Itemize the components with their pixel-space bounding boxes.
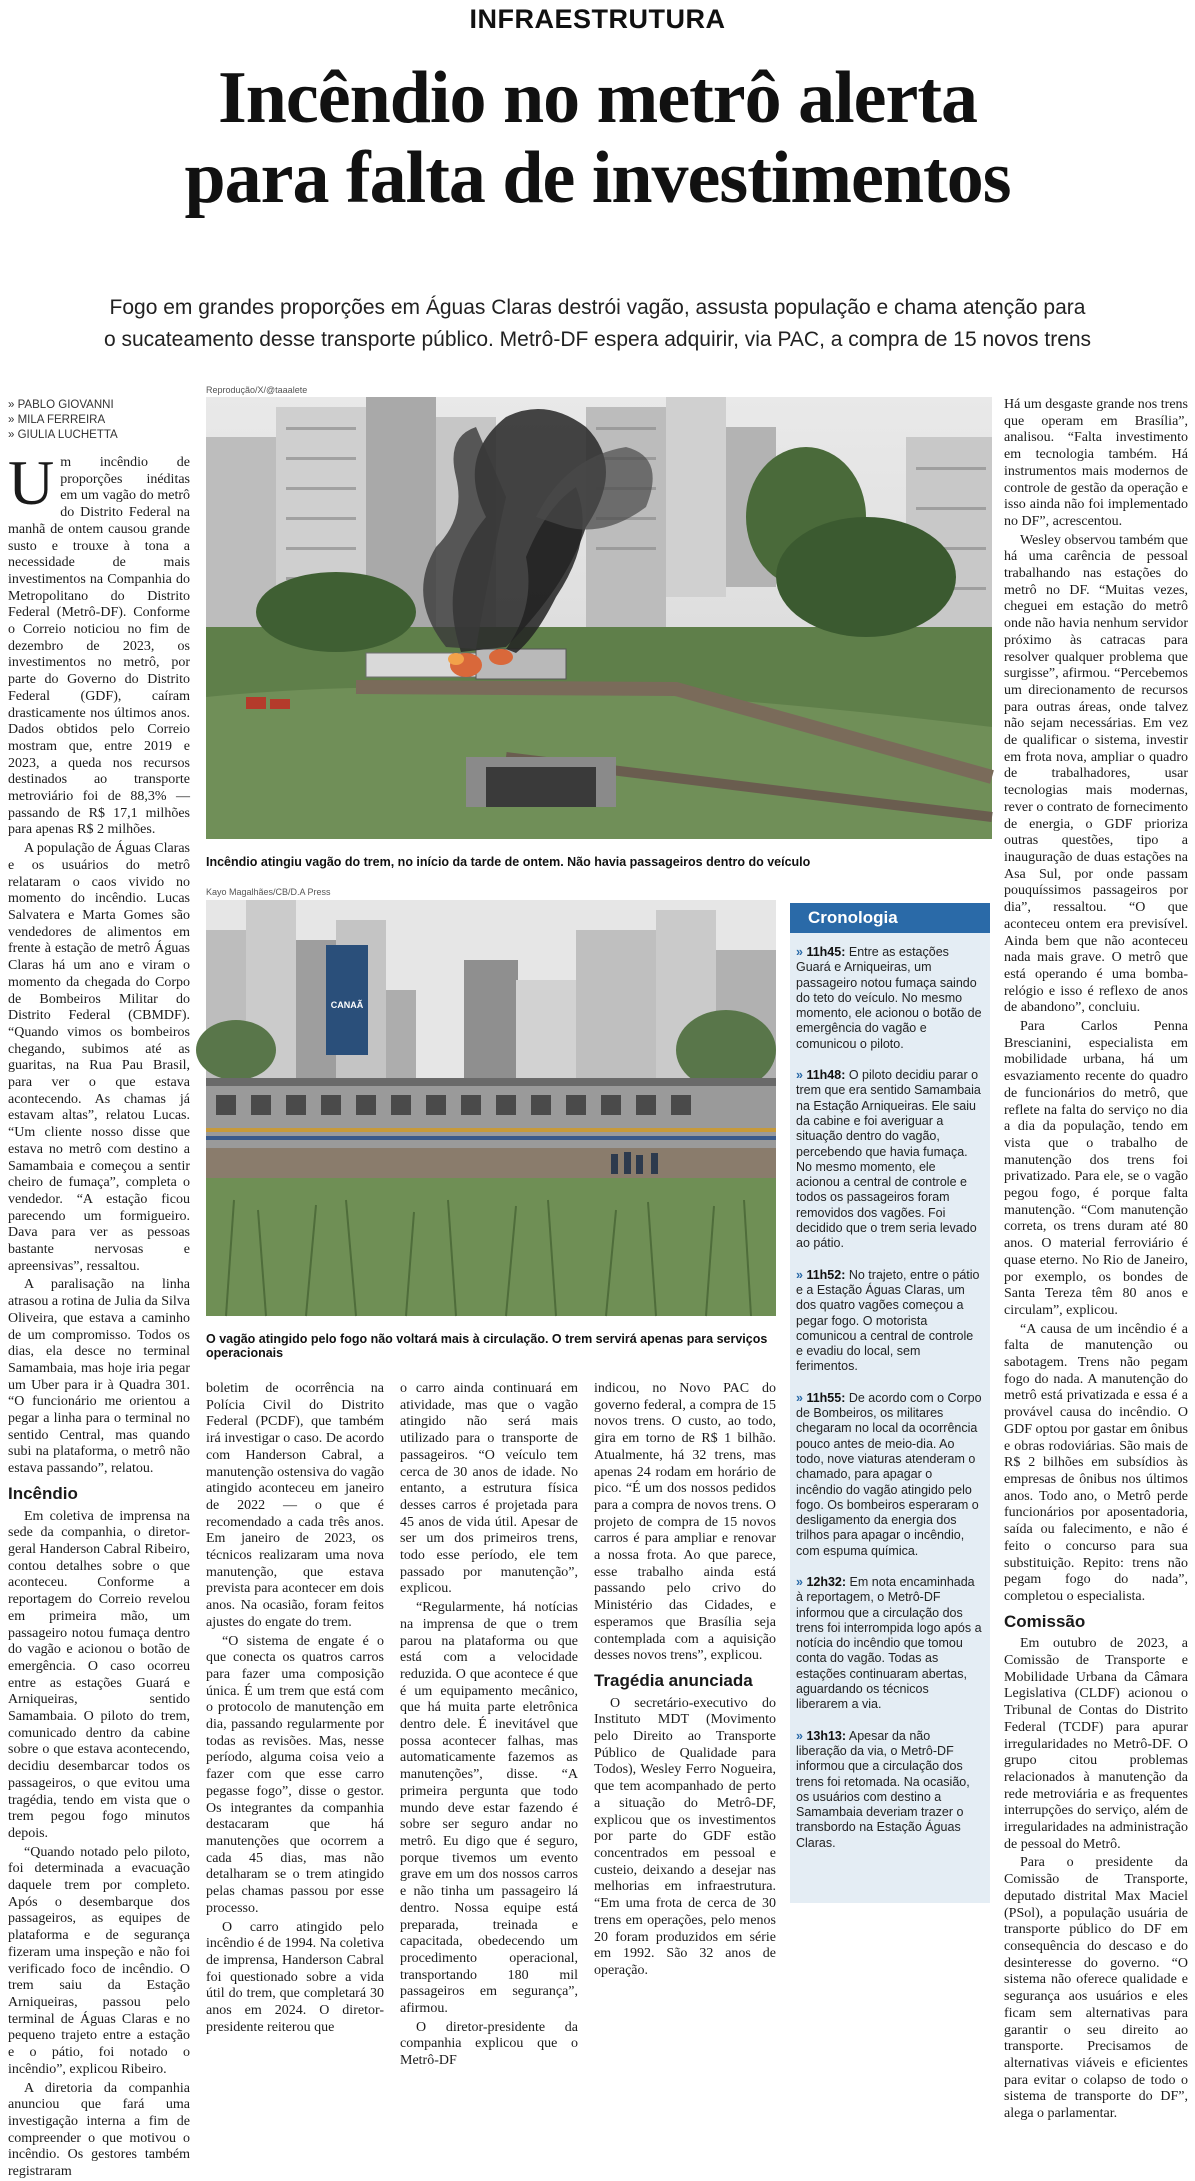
photo-credit-1: Reprodução/X/@taaalete	[206, 385, 308, 395]
paragraph: indicou, no Novo PAC do governo federal, a compra de 15 novos trens. O custo, ao todo, gira em torno de R$ 1 bilhão. Atualmente, há 32 trens, mas apenas 24 rodam em horário de pico. “É um dos nossos pedidos para a compra de novos trens. O projeto de compra de 15 novos carros é para ampliar e renovar a nossa frota. Ao que parece, esse trabalho ainda está passando pelo crivo do Ministério das Cidades, e esperamos que Brasília seja contemplada com a aquisição desses novos trens”, explicou.	[594, 1381, 776, 1664]
chronology-time: 11h48	[806, 1068, 842, 1083]
column-4	[594, 1381, 776, 1978]
chronology-title: Cronologia	[790, 903, 990, 933]
paragraph: “Quando notado pelo piloto, foi determinada a evacuação daquele trem por completo. Após o desembarque dos passageiros, as equipes de plataforma e de segurança fizeram uma inspeção e não foi verificado foco de incêndio. O trem saiu da Estação Arniqueiras, passou pelo terminal de Águas Claras e no pequeno trajeto entre a estação e o pátio, foi notado o incêndio”, explicou Ribeiro.	[8, 1844, 190, 2077]
chevron-right-icon: »	[796, 945, 803, 959]
headline-line-1: Incêndio no metrô alerta	[217, 57, 978, 139]
chevron-right-icon: »	[796, 1267, 803, 1282]
byline: » MILA FERREIRA	[8, 414, 106, 426]
lead-paragraph: Um incêndio de proporções inéditas em um vagão do metrô do Distrito Federal na manhã de ontem causou grande susto e trouxe à tona a necessidade de mais investimentos na Companhia do Metropolitano do Distrito Federal (Metrô-DF). Conforme o Correio noticiou no fim de dezembro de 2023, os investimentos no metrô, por parte do Governo do Distrito Federal (GDF), caíram drasticamente nos últimos anos. Dados obtidos pelo Correio mostram que, entre 2019 e 2023, a queda nos recursos destinados ao transporte metroviário foi de 88,3% — passando de R$ 17,1 milhões para apenas R$ 2 milhões.	[8, 447, 190, 838]
paragraph: Wesley observou também que há uma carência de pessoal trabalhando nas estações do metrô no DF. “Muitas vezes, cheguei em estação do metrô onde não havia nenhum servidor próximo às catracas para resolver qualquer problema que surgisse”, afirmou. “Percebemos um direcionamento de recursos para outras áreas, onde talvez não sejam necessárias. Em vez de qualificar o sistema, investir em frota nova, ampliar o quadro de trabalhadores, usar tecnologias mais modernas, rever o contrato de fornecimento de energia, o GDF prioriza outras questões, tipo a inauguração de duas estações na Asa Sul, por onde passam pouquíssimos passageiros por dia”, ressaltou. “O que aconteceu ontem era previsível. Ainda bem que não aconteceu nada mais grave. O metrô que está operando é uma bomba-relógio e isso é reflexo de anos de abandono”, concluiu.	[1004, 532, 1188, 1016]
chronology-item: » 11h55: De acordo com o Corpo de Bombeiros, os militares chegaram no local da ocorrência pouco antes de meio-dia. Ao todo, nove viaturas atenderam o chamado, para apagar o incêndio do vagão atingido pelo fogo. Os bombeiros esperaram o desligamento da energia dos trilhos para apagar o incêndio, com espuma química.	[796, 1390, 982, 1558]
fire-photo	[206, 397, 992, 839]
paragraph: A paralisação na linha atrasou a rotina de Julia da Silva Oliveira, que estava a caminho de um compromisso. Todos os dias, ela desce no terminal Samambaia, mas hoje iria pegar um Uber para ir à Quadra 301. “O funcionário me orientou a pegar a linha para o terminal no sentido Central, mas quando subi na plataforma, o metrô não estava passando”, relatou.	[8, 1277, 190, 1477]
paragraph: Para o presidente da Comissão de Transporte, deputado distrital Max Maciel (PSol), a população usuária de transporte público do DF em consequência do descaso e do desinteresse do governo. “O sistema não oferece qualidade e segurança aos usuários e eles ficam sem alternativas para garantir o seu direito ao transporte. Precisamos de alternativas viáveis e eficientes para evitar o colapso de todo o sistema de transporte do DF”, alega o parlamentar.	[1004, 1855, 1188, 2122]
headline-line-2: para falta de investimentos	[184, 137, 1011, 219]
chronology-time: 11h52	[806, 1267, 842, 1282]
chevron-right-icon: »	[796, 1068, 803, 1083]
paragraph: o carro ainda continuará em atividade, mas que o vagão atingido não será mais utilizado para o transporte de passageiros. “O veículo tem cerca de 30 anos de idade. No entanto, a estrutura física desses carros é projetada para 45 anos de vida útil. Apesar de ser um dos primeiros trens, todo esse período, ele tem passado por manutenção”, explicou.	[400, 1381, 578, 1597]
photo-credit-2: Kayo Magalhães/CB/D.A Press	[206, 887, 331, 897]
chronology-item: » 11h45: Entre as estações Guará e Arniqueiras, um passageiro notou fumaça saindo do teto do veículo. No mesmo momento, ele acionou o botão de emergência do vagão e comunicou o piloto.	[796, 945, 982, 1051]
paragraph: Para Carlos Penna Brescianini, especialista em mobilidade urbana, há um esvaziamento recente do quadro de funcionários do metrô, que reflete na falta do serviço no dia a dia da população, tendo em vista que o trabalho de manutenção dos trens foi privatizado. Para ele, se o vagão pegou fogo, é porque falta manutenção. “Com manutenção correta, os trens duram até 80 anos. O material ferroviário é quase eterno. No Rio de Janeiro, por exemplo, os bondes de Santa Tereza têm 80 anos e circulam”, explicou.	[1004, 1019, 1188, 1318]
headline	[0, 58, 1195, 218]
chronology-text: O piloto decidiu parar o trem que era sentido Samambaia na Estação Arniqueiras. Ele saiu da cabine e foi averiguar a situação dentro do vagão, percebendo que havia fumaça. No mesmo momento, ele acionou a central de controle e todos os passageiros foram removidos dos vagões. Foi decidido que o trem seria levado ao pátio.	[796, 1068, 981, 1251]
chronology-text: De acordo com o Corpo de Bombeiros, os militares chegaram no local da ocorrência pouco antes de meio-dia. Ao todo, nove viaturas atenderam o chamado, para apagar o incêndio do vagão atingido pelo fogo. Os bombeiros esperaram o desligamento da energia dos trilhos para apagar o incêndio, com espuma química.	[796, 1390, 982, 1558]
chronology-time: 12h32	[806, 1574, 842, 1589]
paragraph: “O sistema de engate é o que conecta os quatros carros para fazer uma composição única. É um trem que está com o protocolo de manutenção em dia, passando regularmente por todas as revisões. Mas, nesse período, alguma coisa veio a fazer com que esse carro pegasse fogo”, disse o gestor. Os integrantes da companhia destacaram que há manutenções que ocorrem a cada 45 dias, mas não detalharam se o trem atingido pelas chamas passou por esse processo.	[206, 1633, 384, 1916]
subhead-comissao: Comissão	[1004, 1611, 1086, 1631]
paragraph: O secretário-executivo do Instituto MDT (Movimento pelo Direito ao Transporte Público de Qualidade para Todos), Wesley Ferro Nogueira, que tem acompanhado de perto a situação do Metrô-DF, explicou que os investimentos por parte do GDF estão concentrados em pessoal e custeio, deixando a desejar nas melhorias em infraestrutura. “Em uma frota de cerca de 30 trens em operações, pelo menos 20 foram produzidos em série em 1992. São 32 anos de operação.	[594, 1695, 776, 1978]
subhead-incendio: Incêndio	[8, 1483, 78, 1503]
paragraph: boletim de ocorrência na Polícia Civil do Distrito Federal (PCDF), que também irá investigar o caso. De acordo com Handerson Cabral, a manutenção ostensiva do vagão atingido aconteceu em janeiro de 2022 — o que é recomendado a cada três anos. Em janeiro de 2023, os técnicos realizaram uma nova manutenção, que estava prevista para acontecer em dois anos. Na ocasião, foram feitos ajustes do engate do trem.	[206, 1381, 384, 1630]
chevron-right-icon: »	[796, 1390, 803, 1405]
column-3	[400, 1381, 578, 2069]
chronology-list	[790, 945, 990, 1867]
chevron-right-icon: »	[796, 1574, 803, 1589]
chronology-text: Em nota encaminhada à reportagem, o Metrô-DF informou que a circulação dos trens foi interrompida logo após a notícia do incêndio que tomou conta do vagão. Todas as estações continuaram abertas, aguardando os técnicos liberarem a via.	[796, 1574, 982, 1712]
bylines	[8, 398, 190, 443]
chronology-text: No trajeto, entre o pátio e a Estação Águas Claras, um dos quatro vagões começou a pegar fogo. O motorista comunicou a central de controle e evadiu do local, sem ferimentos.	[796, 1267, 980, 1374]
paragraph: A diretoria da companhia anunciou que fará uma investigação interna a fim de compreender o que motivou o incêndio. Os gestores também registraram	[8, 2080, 190, 2180]
drop-cap: U	[8, 447, 55, 518]
paragraph: O diretor-presidente da companhia explicou que o Metrô-DF	[400, 2019, 578, 2069]
section-tag: INFRAESTRUTURA	[469, 4, 726, 34]
chronology-text: Entre as estações Guará e Arniqueiras, um passageiro notou fumaça saindo do teto do veículo. No mesmo momento, ele acionou o botão de emergência do vagão e comunicou o piloto.	[796, 945, 982, 1051]
fire-photo-illustration	[206, 397, 992, 839]
subhead-tragedia: Tragédia anunciada	[594, 1670, 753, 1690]
billboard-text: CANAÃ	[330, 1000, 364, 1010]
paragraph: “A causa de um incêndio é a falta de manutenção ou sabotagem. Trens não pegam fogo do nada. A manutenção do metrô está privatizada e essa é a provável causa do incêndio. O GDF optou por gastar em ônibus e obras rodoviárias. São mais de R$ 2 bilhões em subsídios às empresas de ônibus nos últimos anos. Todo ano, o Metrô perde funcionários por aposentadoria, saída ou falecimento, e não é feito o concurso para sua substituição. Repito: trens não pegam fogo do nada”, completou o especialista.	[1004, 1321, 1188, 1604]
paragraph: “Regularmente, há notícias na imprensa de que o trem parou na plataforma ou que está com a velocidade reduzida. O que acontece é que é um equipamento mecânico, que há muita parte eletrônica dentro dele. É inevitável que possa acontecer falhas, mas automaticamente fazemos as manutenções”, disse. “A primeira pergunta que todo mundo deve estar fazendo é sobre ser seguro andar no metrô. Eu digo que é seguro, porque tivemos um evento grave em um dos nossos carros e não tinha um passageiro lá dentro. Nossa equipe está preparada, treinada e capacitada, obedecendo um procedimento operacional, transportando 180 mil passageiros em segurança”, afirmou.	[400, 1600, 578, 2017]
chronology-item: » 13h13: Apesar da não liberação da via, o Metrô-DF informou que a circulação dos trens foi retomada. Na ocasião, os usuários com destino a Samambaia deveriam trazer o transbordo na Estação Águas Claras.	[796, 1728, 970, 1850]
chronology-item: » 12h32: Em nota encaminhada à reportagem, o Metrô-DF informou que a circulação dos trens foi interrompida logo após a notícia do incêndio que tomou conta do vagão. Todas as estações continuaram abertas, aguardando os técnicos liberarem a via.	[796, 1574, 982, 1712]
chronology-time: 11h45	[806, 945, 842, 959]
train-photo-illustration	[206, 900, 776, 1316]
chronology-item: » 11h48: O piloto decidiu parar o trem que era sentido Samambaia na Estação Arniqueiras. Ele saiu da cabine e foi averiguar a situação dentro do vagão, percebendo que havia fumaça. No mesmo momento, ele acionou a central de controle e todos os passageiros foram removidos dos vagões. Foi decidido que o trem seria levado ao pátio.	[796, 1068, 981, 1251]
chronology-text: Apesar da não liberação da via, o Metrô-DF informou que a circulação dos trens foi retomada. Na ocasião, os usuários com destino a Samambaia deveriam trazer o transbordo na Estação Águas Claras.	[796, 1728, 970, 1850]
paragraph: Em outubro de 2023, a Comissão de Transporte e Mobilidade Urbana da Câmara Legislativa (CLDF) acionou o Tribunal de Contas do Distrito Federal (TCDF) para apurar irregularidades no Metrô-DF. O grupo citou problemas relacionados à manutenção da rede metroviária e as frequentes interrupções do serviço, além de irregularidades na administração de pessoal do Metrô.	[1004, 1636, 1188, 1852]
chronology-time: 11h55	[806, 1390, 842, 1405]
train-photo	[206, 900, 776, 1316]
byline: » PABLO GIOVANNI	[8, 399, 114, 411]
deck-line-1: Fogo em grandes proporções em Águas Claras destrói vagão, assusta população e chama atenção para	[109, 296, 1086, 319]
deck	[80, 292, 1115, 356]
column-2	[206, 1381, 384, 2035]
chronology-time: 13h13	[806, 1728, 842, 1743]
byline: » GIULIA LUCHETTA	[8, 429, 118, 441]
deck-line-2: o sucateamento desse transporte público. Metrô-DF espera adquirir, via PAC, a compra de 15 novos trens	[103, 328, 1092, 351]
photo-caption-1: Incêndio atingiu vagão do trem, no início da tarde de ontem. Não havia passageiros dentro do veículo	[206, 855, 811, 869]
paragraph: O carro atingido pelo incêndio é de 1994. Na coletiva de imprensa, Handerson Cabral foi questionado sobre a vida útil do trem, que completará 30 anos em 2024. O diretor-presidente reiterou que	[206, 1919, 384, 2035]
chronology-item: » 11h52: No trajeto, entre o pátio e a Estação Águas Claras, um dos quatro vagões começou a pegar fogo. O motorista comunicou a central de controle e evadiu do local, sem ferimentos.	[796, 1267, 980, 1374]
column-1	[8, 398, 190, 2180]
chevron-right-icon: »	[796, 1728, 803, 1743]
paragraph: A população de Águas Claras e os usuários do metrô relataram o caos vivido no momento do incêndio. Lucas Salvatera e Marta Gomes são vendedores de alimentos em frente à estação de metrô Águas Claras há um ano e viram o momento da chegada do Corpo de Bombeiros Militar do Distrito Federal (CBMDF). “Quando vimos os bombeiros chegando, subimos até as guaritas, na Rua Pau Brasil, para ver o que estava acontecendo. As chamas já estavam altas”, relatou Lucas. “Um cliente nosso disse que estava no metrô com destino a Samambaia e começou a sentir cheiro de fumaça”, completa o vendedor. “A estação ficou parecendo um formigueiro. Dava para ver as pessoas bastante nervosas e apreensivas”, ressaltou.	[8, 841, 190, 1274]
chronology-box	[790, 903, 990, 1903]
paragraph: Em coletiva de imprensa na sede da companhia, o diretor-geral Handerson Cabral Ribeiro, contou detalhes sobre o que aconteceu. Conforme a reportagem do Correio revelou em primeira mão, um passageiro notou fumaça dentro do vagão e acionou o botão de emergência. O caso ocorreu entre as estações Guará e Arniqueiras, sentido Samambaia. O piloto do trem, comunicado dentro da cabine sobre o que estava acontecendo, decidiu desembarcar todos os passageiros, o que evitou uma tragédia, tendo em vista que o trem pegou fogo minutos depois.	[8, 1508, 190, 1841]
photo-caption-2: O vagão atingido pelo fogo não voltará mais à circulação. O trem servirá apenas para serviços operacionais	[206, 1332, 768, 1360]
paragraph: Há um desgaste grande nos trens que operam em Brasília”, analisou. “Falta investimento em tecnologia também. Há instrumentos mais modernos de controle de gestão da operação e isso ainda não foi implementado no DF”, acrescentou.	[1004, 397, 1188, 529]
column-6	[1004, 397, 1188, 2122]
